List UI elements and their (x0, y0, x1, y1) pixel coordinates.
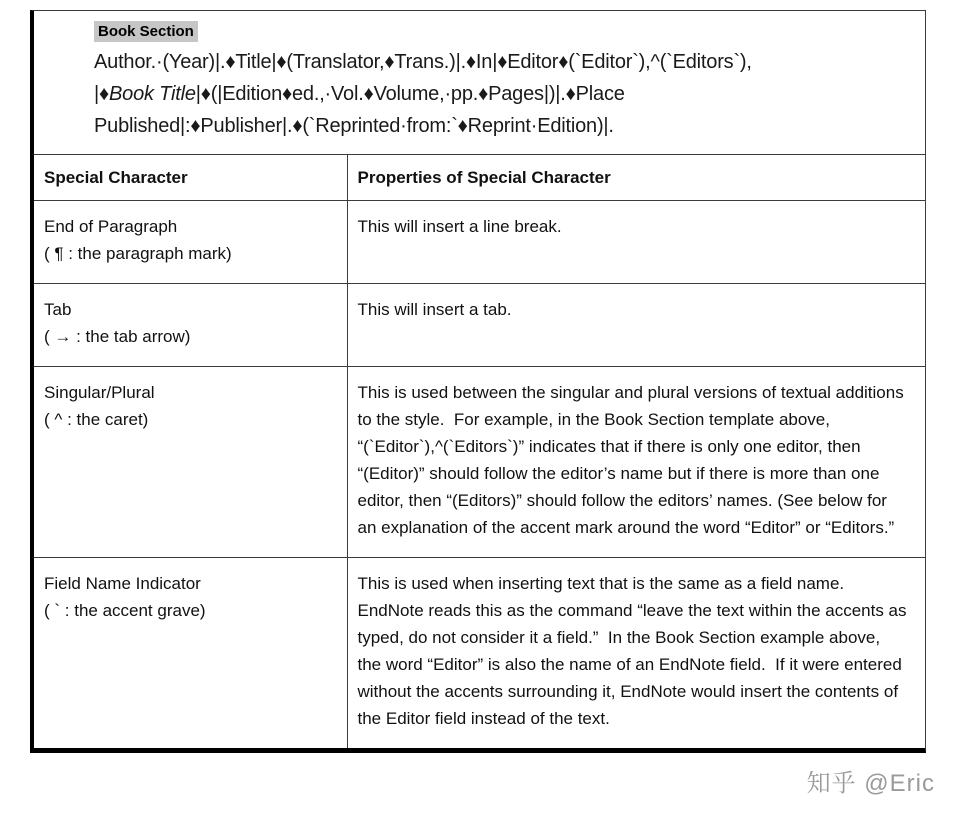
table-row (34, 201, 925, 284)
zhihu-watermark: 知乎 @Eric (806, 770, 935, 797)
character-description: This is used when inserting text that is the same as a field name. EndNote reads this as the command “leave the text within the accents as typed, do not consider it a field.” In the Book Section example above, the word “Editor” is also the name of an EndNote field. If it were entered without the accents surrounding it, EndNote would insert the contents of the Editor field instead of the text. (357, 574, 912, 728)
document-figure (30, 10, 926, 753)
template-line-2-pre: |♦ (94, 83, 110, 105)
col-header-properties: Properties of Special Character (357, 168, 611, 187)
cell-character (34, 558, 347, 749)
template-title: Book Section (94, 21, 198, 42)
template-line-1-text: Author.·(Year)|.♦Title|♦(Translator,♦Trans.)|.♦In|♦Editor♦(`Editor`),^(`Editors`), (94, 51, 752, 73)
character-name: Singular/Plural (44, 383, 155, 402)
cell-description (347, 284, 925, 367)
character-symbol: ( ` : the accent grave) (44, 601, 206, 620)
character-symbol: ( ^ : the caret) (44, 410, 149, 429)
template-line-3 (94, 110, 913, 142)
cell-description (347, 201, 925, 284)
character-symbol: ( → : the tab arrow) (44, 327, 191, 346)
template-line-2-post: |♦(|Edition♦ed.,·Vol.♦Volume,·pp.♦Pages|)|.♦Place (195, 83, 625, 105)
book-section-template (34, 11, 925, 155)
character-description: This will insert a line break. (357, 217, 562, 236)
table-row (34, 558, 925, 749)
cell-character (34, 201, 347, 284)
template-line-2-italic: Book Title (109, 83, 196, 105)
character-name: Tab (44, 300, 72, 319)
character-name: End of Paragraph (44, 217, 178, 236)
character-description: This is used between the singular and plural versions of textual additions to the style. For example, in the Book Section template above, “(`Editor`),^(`Editors`)” indicates that if there is only one editor, then “(Editor)” should follow the editor’s name but if there is more than one editor, then “(Editors)” should follow the editors’ names. (See below for an explanation of the accent mark around the word “Editor” or “Editors.” (357, 383, 909, 537)
character-description: This will insert a tab. (357, 300, 512, 319)
template-line-3-text: Published|:♦Publisher|.♦(`Reprinted·from:`♦Reprint·Edition)|. (94, 115, 614, 137)
cell-character (34, 284, 347, 367)
table-row (34, 284, 925, 367)
character-symbol: ( ¶ : the paragraph mark) (44, 244, 232, 263)
template-line-2 (94, 78, 913, 110)
cell-description (347, 558, 925, 749)
table-row (34, 367, 925, 558)
col-header-special-character: Special Character (34, 155, 347, 201)
table-header-row (34, 155, 925, 201)
special-character-table (34, 155, 925, 748)
cell-description (347, 367, 925, 558)
template-line-1 (94, 46, 913, 78)
character-name: Field Name Indicator (44, 574, 201, 593)
cell-character (34, 367, 347, 558)
